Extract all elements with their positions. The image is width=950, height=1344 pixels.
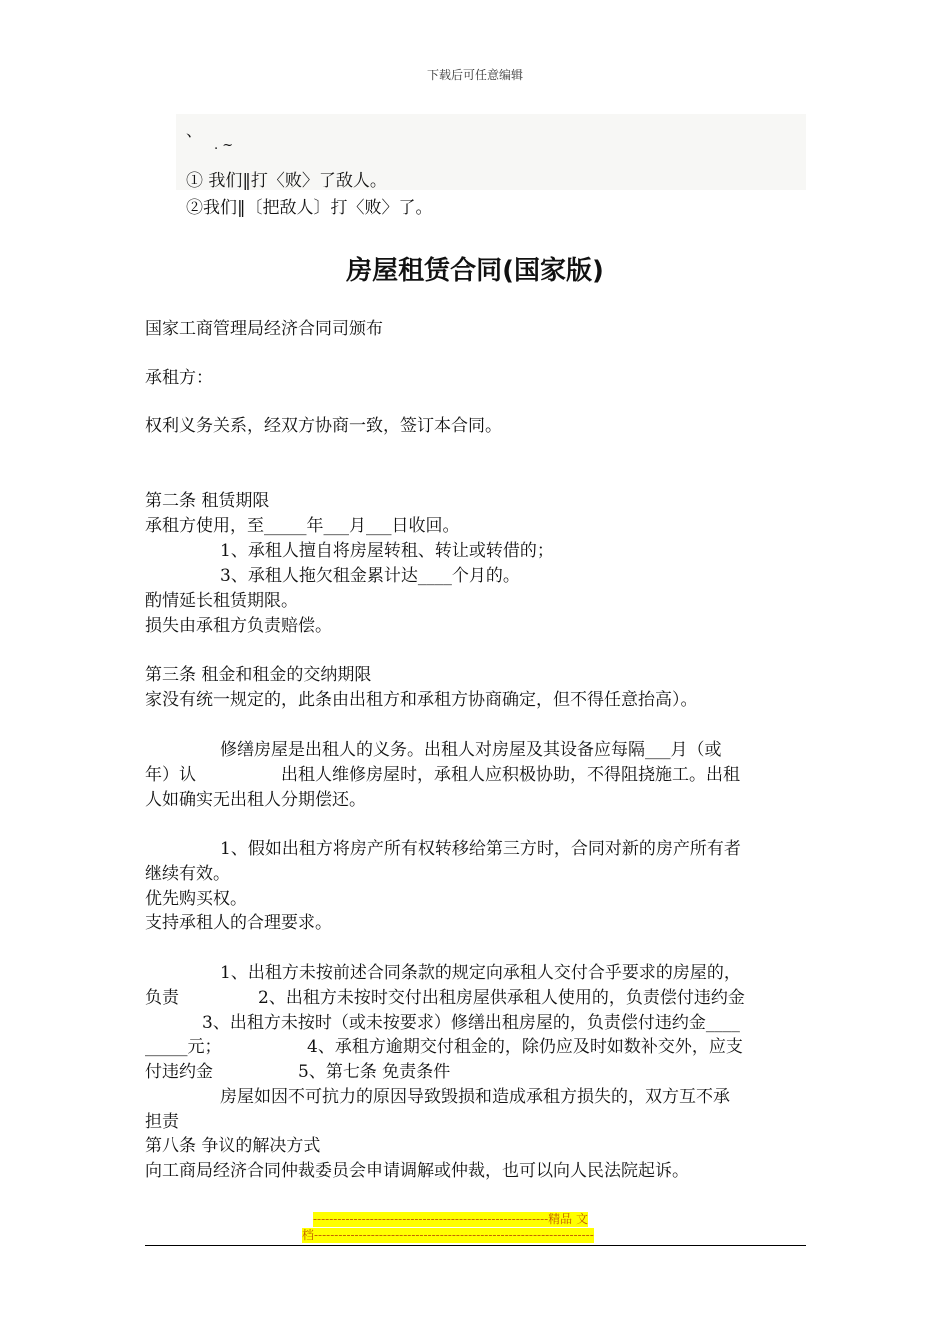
paragraph-line: _____元；	[145, 1037, 222, 1057]
paragraph-line: 3、出租方未按时（或未按要求）修缮出租房屋的，负责偿付违约金____	[202, 1013, 740, 1033]
page-header: 下载后可任意编辑	[426, 68, 523, 82]
document-title: 房屋租赁合同(国家版)	[346, 256, 604, 286]
paragraph-line: 人如确实无出租人分期偿还。	[145, 790, 366, 810]
paragraph-line: 负责	[145, 988, 179, 1008]
paragraph-line: 房屋如因不可抗力的原因导致毁损和造成承租方损失的，双方互不承	[220, 1087, 730, 1107]
paragraph-line: 酌情延长租赁期限。	[145, 591, 298, 611]
footer-watermark-line-2: 档---------------------------------------------------------------------	[302, 1228, 594, 1242]
issuer-line: 国家工商管理局经济合同司颁布	[145, 319, 383, 339]
article-8-heading: 第八条 争议的解决方式	[145, 1136, 321, 1156]
paragraph-line: 4、承租方逾期交付租金的，除仍应及时如数补交外，应支	[307, 1037, 743, 1057]
example-sentence-1: ① 我们‖打〈败〉了敌人。	[186, 171, 387, 191]
paragraph-line: 优先购买权。	[145, 889, 247, 909]
paragraph-line: 2、出租方未按时交付出租房屋供承租人使用的，负责偿付违约金	[258, 988, 745, 1008]
paragraph-line: 3、承租人拖欠租金累计达____个月的。	[220, 566, 520, 586]
paragraph-line: 年）认	[145, 765, 196, 785]
paragraph-line: 向工商局经济合同仲裁委员会申请调解或仲裁，也可以向人民法院起诉。	[145, 1161, 689, 1181]
article-3-heading: 第三条 租金和租金的交纳期限	[145, 665, 372, 685]
paragraph-line: 1、假如出租方将房产所有权转移给第三方时，合同对新的房产所有者	[220, 839, 741, 859]
footer-rule	[145, 1245, 806, 1246]
paragraph-line: 继续有效。	[145, 864, 230, 884]
paragraph-line: 5、第七条 免责条件	[298, 1062, 451, 1082]
article-2-heading: 第二条 租赁期限	[145, 491, 270, 511]
paragraph-line: 家没有统一规定的，此条由出租方和承租方协商确定，但不得任意抬高）。	[145, 690, 698, 710]
punctuation-mark: 、	[186, 121, 203, 140]
paragraph-line: 付违约金	[145, 1062, 213, 1082]
paragraph-line: 担责	[145, 1112, 179, 1132]
lessee-line: 承租方：	[145, 368, 213, 388]
paragraph-line: 修缮房屋是出租人的义务。出租人对房屋及其设备应每隔___月（或	[220, 740, 722, 760]
paragraph-line: 1、承租人擅自将房屋转租、转让或转借的；	[220, 541, 554, 561]
paragraph-line: 损失由承租方负责赔偿。	[145, 616, 332, 636]
example-sentence-2: ②我们‖〔把敌人〕打〈败〉了。	[186, 198, 433, 218]
agreement-line: 权利义务关系，经双方协商一致，签订本合同。	[145, 416, 502, 436]
paragraph-line: 支持承租人的合理要求。	[145, 913, 332, 933]
punctuation-mark-2: . ~	[214, 138, 234, 153]
paragraph-line: 出租人维修房屋时，承租人应积极协助，不得阻挠施工。出租	[281, 765, 740, 785]
paragraph-line: 承租方使用，至_____年___月___日收回。	[145, 516, 460, 536]
footer-watermark-line-1: ----------------------------------------------------------精品 文	[313, 1212, 588, 1226]
paragraph-line: 1、出租方未按前述合同条款的规定向承租人交付合乎要求的房屋的，	[220, 963, 741, 983]
